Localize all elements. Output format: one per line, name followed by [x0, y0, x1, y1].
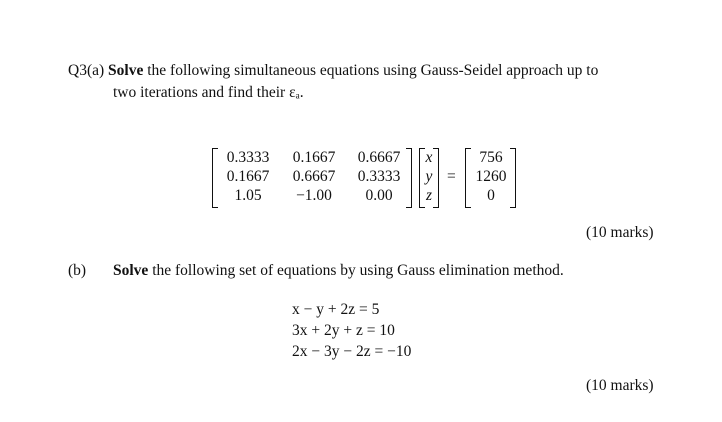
- matrix-cell: 0.3333: [226, 149, 270, 166]
- matrix-cell: 1.05: [234, 187, 262, 204]
- variable-vector-right-bracket: [433, 148, 439, 208]
- rhs-value: 1260: [475, 168, 507, 185]
- question-3b-line: [113, 262, 564, 280]
- matrix-cell: 0.1667: [226, 168, 270, 185]
- question-3a-text-2: two iterations and find their: [113, 84, 290, 101]
- rhs-value: 756: [479, 149, 503, 166]
- question-3b-verb: Solve: [113, 262, 149, 279]
- question-3b-label: (b): [68, 262, 87, 279]
- question-3b-text: the following set of equations by using Gauss elimination method.: [148, 262, 564, 279]
- matrix-cell: 0.6667: [357, 149, 401, 166]
- marks-b: (10 marks): [586, 377, 654, 394]
- equation-1: x − y + 2z = 5: [292, 301, 380, 318]
- equation-2: 3x + 2y + z = 10: [292, 322, 395, 339]
- matrix-cell: 0.6667: [292, 168, 336, 185]
- variable-x: x: [425, 149, 433, 166]
- marks-a: (10 marks): [586, 224, 654, 241]
- equation-3: 2x − 3y − 2z = −10: [292, 343, 412, 360]
- variable-y: y: [425, 168, 433, 185]
- matrix-cell: −1.00: [296, 187, 332, 204]
- matrix-cell: 0.3333: [357, 168, 401, 185]
- coefficient-matrix-right-bracket: [406, 148, 412, 208]
- rhs-value: 0: [487, 187, 495, 204]
- question-3a-verb: Solve: [108, 62, 144, 79]
- question-3a-label: Q3(a): [68, 62, 105, 79]
- variable-z: z: [425, 187, 433, 204]
- rhs-vector-right-bracket: [510, 148, 516, 208]
- question-3a-line2: [113, 84, 304, 102]
- matrix-cell: 0.00: [365, 187, 393, 204]
- matrix-cell: 0.1667: [292, 149, 336, 166]
- equals-sign: =: [447, 168, 456, 185]
- epsilon-a-symbol: εₐ.: [289, 84, 304, 101]
- question-3a-line1: [68, 62, 598, 80]
- question-3a-text-1: the following simultaneous equations using Gauss-Seidel approach up to: [143, 62, 599, 79]
